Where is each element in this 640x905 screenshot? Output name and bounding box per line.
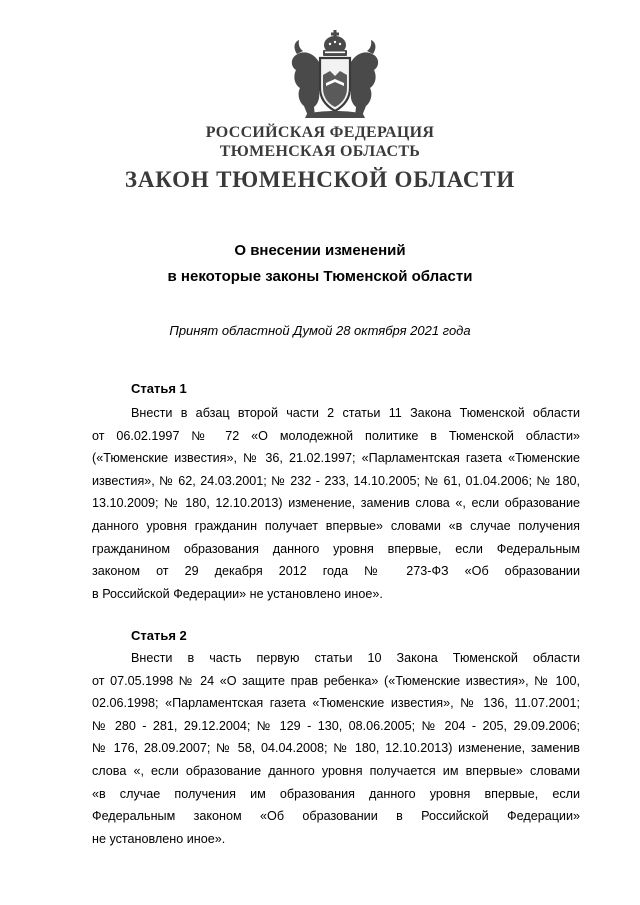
article-1-line: от 06.02.1997 № 72 «О молодежной политике в Тюменской области» [92,428,580,443]
article-2-line: не установлено иное». [92,831,226,846]
article-1-line: известия», № 62, 24.03.2001; № 232 - 233, 14.10.2005; № 61, 01.04.2006; № 180, [92,473,580,488]
article-2-line: Федеральным законом «Об образовании в Российской Федерации» [92,809,580,824]
article-2-heading: Статья 2 [131,628,187,643]
article-1-heading: Статья 1 [131,381,187,396]
adoption-note: Принят областной Думой 28 октября 2021 года [169,323,471,338]
article-1-body [92,402,580,605]
law-type-heading: ЗАКОН ТЮМЕНСКОЙ ОБЛАСТИ [124,167,516,192]
country-heading: РОССИЙСКАЯ ФЕДЕРАЦИЯ [205,124,435,141]
article-2-body [92,647,580,850]
article-2-line: № 280 - 281, 29.12.2004; № 129 - 130, 08.06.2005; № 204 - 205, 29.09.2006; [92,718,580,733]
article-1-line: гражданином образования данного уровня впервые, если Федеральным [92,541,580,556]
article-2-line: «в случае получения им образования данного уровня впервые, если [92,786,580,801]
law-title-line-2: в некоторые законы Тюменской области [167,268,473,285]
article-2-line: № 176, 28.09.2007; № 58, 04.04.2008; № 180, 12.10.2013) изменение, заменив [92,741,580,756]
article-1-line: («Тюменские известия», № 36, 21.02.1997; «Парламентская газета «Тюменские [92,451,580,466]
article-2-line: слова «, если образование данного уровня получается им впервые» словами [92,763,580,778]
law-title-line-1: О внесении изменений [234,242,406,259]
article-2-line: 02.06.1998; «Парламентская газета «Тюменские известия», № 136, 11.07.2001; [92,696,580,711]
coat-of-arms-emblem [285,28,385,120]
article-2-line: от 07.05.1998 № 24 «О защите прав ребенка» («Тюменские известия», № 100, [92,673,580,688]
article-1-line: Внести в абзац второй части 2 статьи 11 Закона Тюменской области [131,406,580,420]
article-1-line: законом от 29 декабря 2012 года № 273-ФЗ «Об образовании [92,564,580,579]
article-1-line: в Российской Федерации» не установлено иное». [92,586,383,601]
article-2-line: Внести в часть первую статьи 10 Закона Тюменской области [131,651,580,665]
region-heading: ТЮМЕНСКАЯ ОБЛАСТЬ [219,143,421,160]
article-1-line: данного уровня гражданин получает впервые» словами «в случае получения [92,518,580,533]
article-1-line: 13.10.2009; № 180, 12.10.2013) изменение, заменив слова «, если образование [92,496,580,511]
